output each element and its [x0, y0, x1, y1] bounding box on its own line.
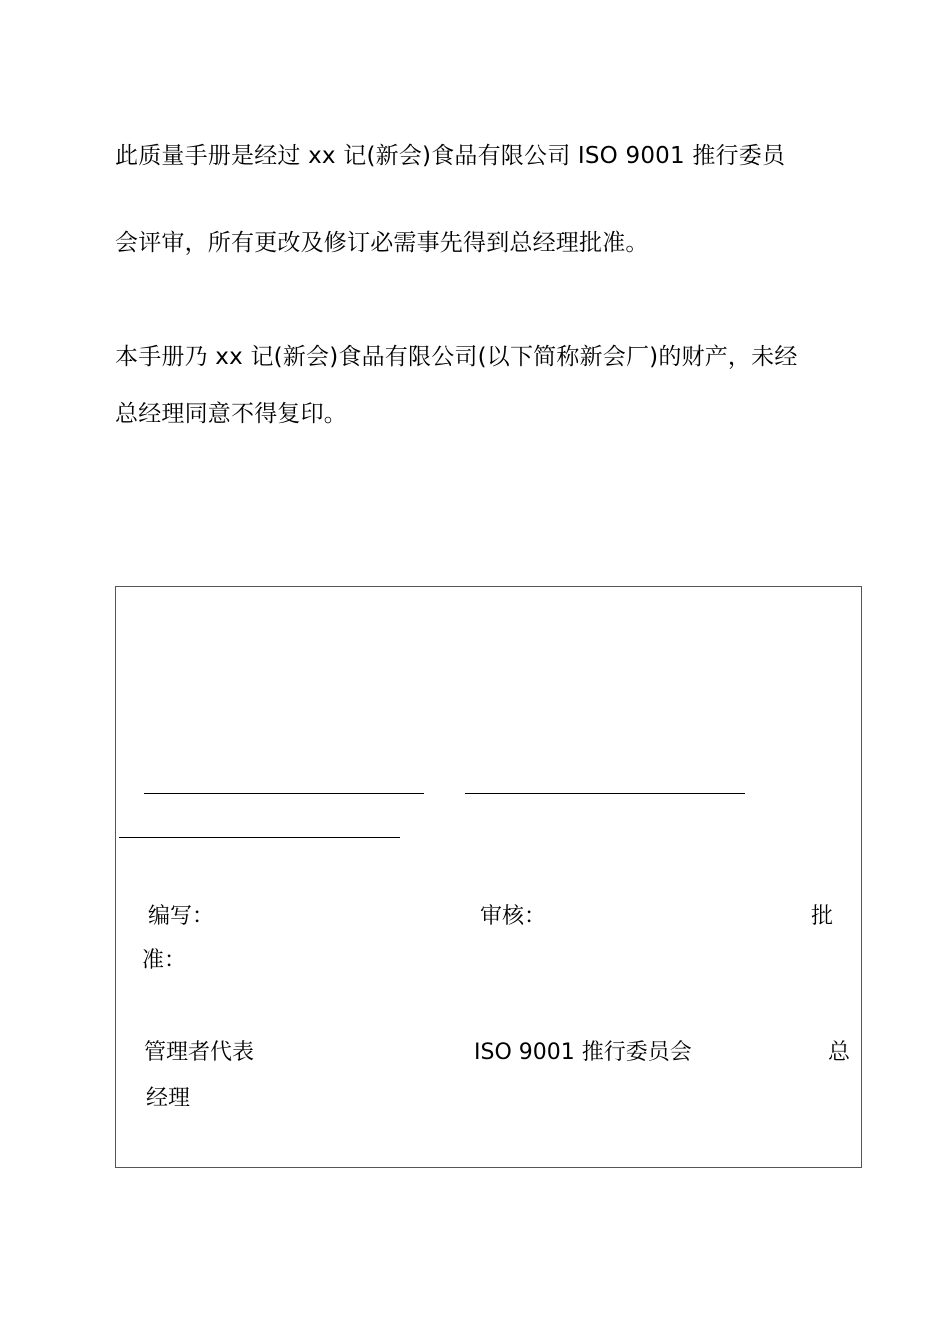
signature-line-writer [144, 793, 424, 794]
statement-line-4: 总经理同意不得复印。 [115, 401, 347, 427]
role-management-representative: 管理者代表 [144, 1040, 255, 1065]
label-approve-part1: 批 [811, 904, 834, 929]
statement-line-2: 会评审，所有更改及修订必需事先得到总经理批准。 [115, 230, 649, 256]
statement-line-1: 此质量手册是经过 xx 记(新会)食品有限公司 ISO 9001 推行委员 [115, 143, 786, 169]
role-general-manager-part2: 经理 [146, 1086, 191, 1111]
signature-line-approver [119, 837, 400, 838]
label-review: 审核： [480, 904, 547, 929]
signature-line-reviewer [465, 793, 745, 794]
label-write: 编写： [148, 904, 215, 929]
role-iso-committee: ISO 9001 推行委员会 [474, 1040, 692, 1065]
signature-box [115, 586, 862, 1168]
role-general-manager-part1: 总 [828, 1040, 851, 1065]
label-approve-part2: 准： [142, 948, 187, 973]
statement-line-3: 本手册乃 xx 记(新会)食品有限公司(以下简称新会厂)的财产，未经 [115, 344, 798, 370]
